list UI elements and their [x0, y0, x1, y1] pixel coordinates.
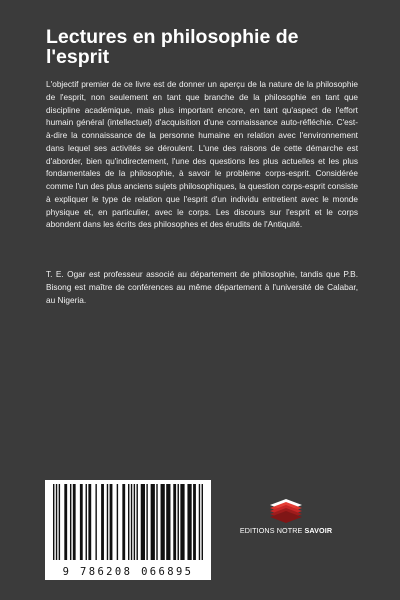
barcode-bar [202, 484, 203, 560]
barcode-bar [70, 484, 71, 560]
barcode-bar [107, 484, 108, 560]
barcode-bar [131, 484, 132, 560]
barcode-bar [146, 484, 147, 560]
book-title: Lectures en philosophie de l'esprit [46, 26, 299, 68]
barcode-bar [53, 484, 54, 560]
barcode-bar [178, 484, 179, 560]
barcode [45, 480, 211, 580]
barcode-digits: 9 786208 066895 [62, 566, 194, 578]
barcode-bar [161, 484, 165, 560]
publisher-name-prefix: EDITIONS NOTRE [239, 526, 305, 535]
barcode-bars [49, 484, 207, 562]
barcode-bar [136, 484, 137, 560]
barcode-bar [128, 484, 129, 560]
barcode-bar [95, 484, 96, 560]
barcode-bar [56, 484, 57, 560]
barcode-bar [73, 484, 76, 560]
barcode-bar [80, 484, 83, 560]
barcode-bar [180, 484, 184, 560]
barcode-bar [88, 484, 91, 560]
barcode-bar [134, 484, 135, 560]
barcode-bar [193, 484, 196, 560]
barcode-bar [59, 484, 60, 560]
author-bio: T. E. Ogar est professeur associé au département de philosophie, tandis que P.B. Bisong est maître de conférences au même département à l'université de Calabar, au Nigeria. [46, 269, 358, 305]
barcode-bar [117, 484, 118, 560]
barcode-bar [151, 484, 155, 560]
barcode-bar [199, 484, 200, 560]
barcode-bar [64, 484, 67, 560]
publisher-name [238, 526, 334, 535]
barcode-bar [173, 484, 176, 560]
barcode-bar [156, 484, 157, 560]
barcode-bar [122, 484, 125, 560]
publisher-block [238, 497, 334, 535]
barcode-bar [101, 484, 104, 560]
book-description: L'objectif premier de ce livre est de donner un aperçu de la nature de la philosophie de l'esprit, non seulement en tant que branche de la philosophie en tant que discipline académique, mais plus important encore, en tant qu'aspect de l'effort humain général (intellectuel) d'acquisition d'une connaissance auto-réfléchie. C'est-à-dire la connaissance de la personne humaine en relation avec l'environnement dans lequel ses activités se déroulent. L'une des raisons de cette démarche est d'aborder, bien qu'indirectement, l'une des questions les plus actuelles et les plus fondamentales de la philosophie, à savoir le problème corps-esprit. Considérée comme l'un des plus anciens sujets philosophiques, la question corps-esprit consiste à expliquer le type de relation que l'esprit d'un individu entretient avec le monde physique et, en particulier, avec le corps. Les discours sur l'esprit et le corps abondent dans les écrits des philosophes et des érudits de l'Antiquité. [46, 79, 358, 230]
stacked-books-icon [266, 497, 306, 523]
barcode-bar [110, 484, 113, 560]
barcode-bar [86, 484, 87, 560]
barcode-bar [187, 484, 191, 560]
barcode-bar [166, 484, 170, 560]
publisher-name-strong: SAVOIR [304, 526, 333, 535]
barcode-bar [141, 484, 145, 560]
